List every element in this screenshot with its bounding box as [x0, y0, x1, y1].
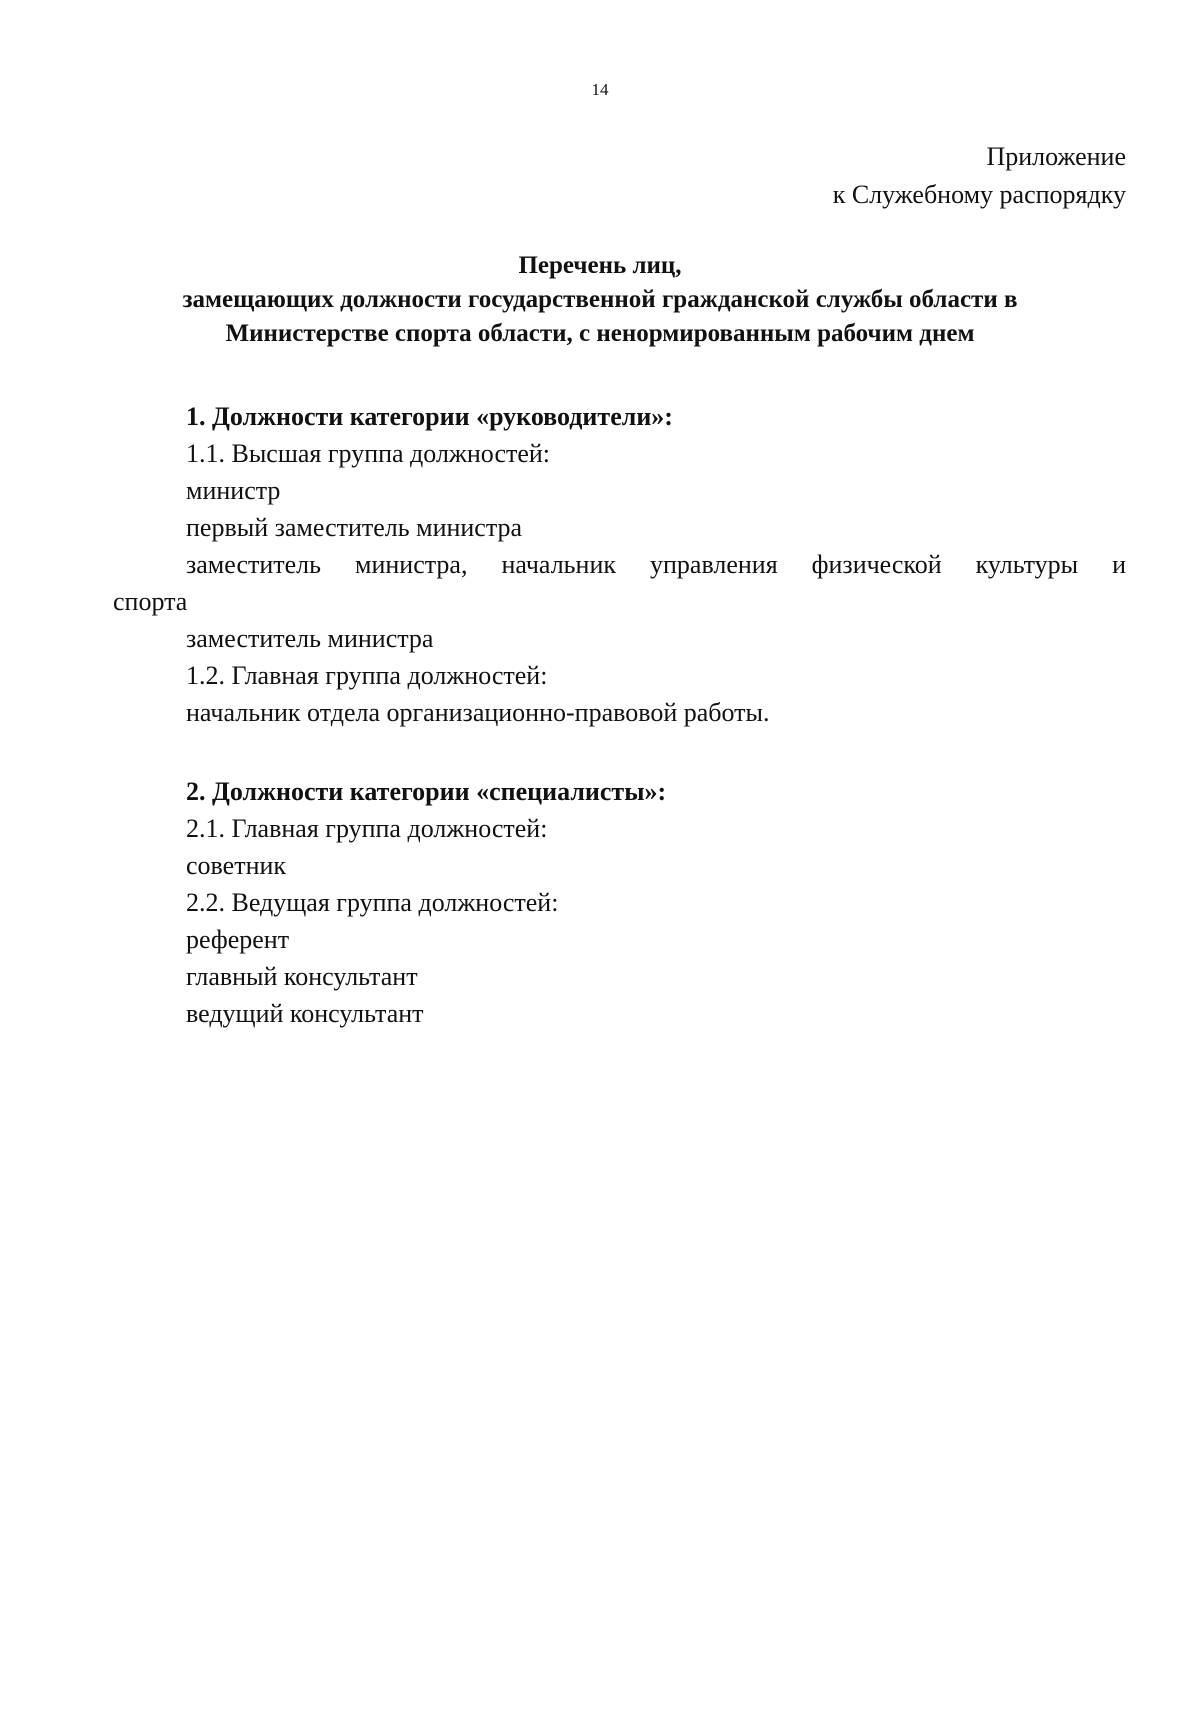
- position-item: ведущий консультант: [186, 999, 424, 1028]
- group-heading: 2.2. Ведущая группа должностей:: [186, 888, 559, 917]
- position-item: министр: [186, 476, 281, 505]
- section-heading: 2. Должности категории «специалисты»:: [186, 777, 667, 806]
- title-line-1: Перечень лиц,: [518, 252, 682, 279]
- group-heading: 2.1. Главная группа должностей:: [186, 814, 548, 843]
- position-item: заместитель министра: [186, 624, 434, 653]
- section-leaders: [113, 398, 1126, 731]
- title-line-3: Министерстве спорта области, с ненормированным рабочим днем: [225, 320, 975, 347]
- page-number: 14: [591, 80, 609, 99]
- position-item: первый заместитель министра: [186, 513, 523, 542]
- title-line-2: замещающих должности государственной гражданской службы области в: [182, 286, 1018, 313]
- position-item: начальник отдела организационно-правовой работы.: [186, 698, 770, 727]
- position-item: советник: [186, 851, 287, 880]
- section-heading: 1. Должности категории «руководители»:: [186, 402, 673, 431]
- appendix-line-1: Приложение: [986, 142, 1126, 171]
- position-item: референт: [186, 925, 290, 954]
- section-specialists: [113, 773, 1126, 1032]
- group-heading: 1.1. Высшая группа должностей:: [186, 439, 551, 468]
- group-heading: 1.2. Главная группа должностей:: [186, 661, 548, 690]
- appendix-note: [833, 138, 1126, 214]
- document-title: [120, 249, 1080, 351]
- position-item-long-line1: заместитель министра, начальник управления физической культуры и: [186, 550, 1126, 579]
- position-item: главный консультант: [186, 962, 418, 991]
- position-item-long-line2: спорта: [113, 587, 188, 616]
- appendix-line-2: к Служебному распорядку: [832, 180, 1126, 209]
